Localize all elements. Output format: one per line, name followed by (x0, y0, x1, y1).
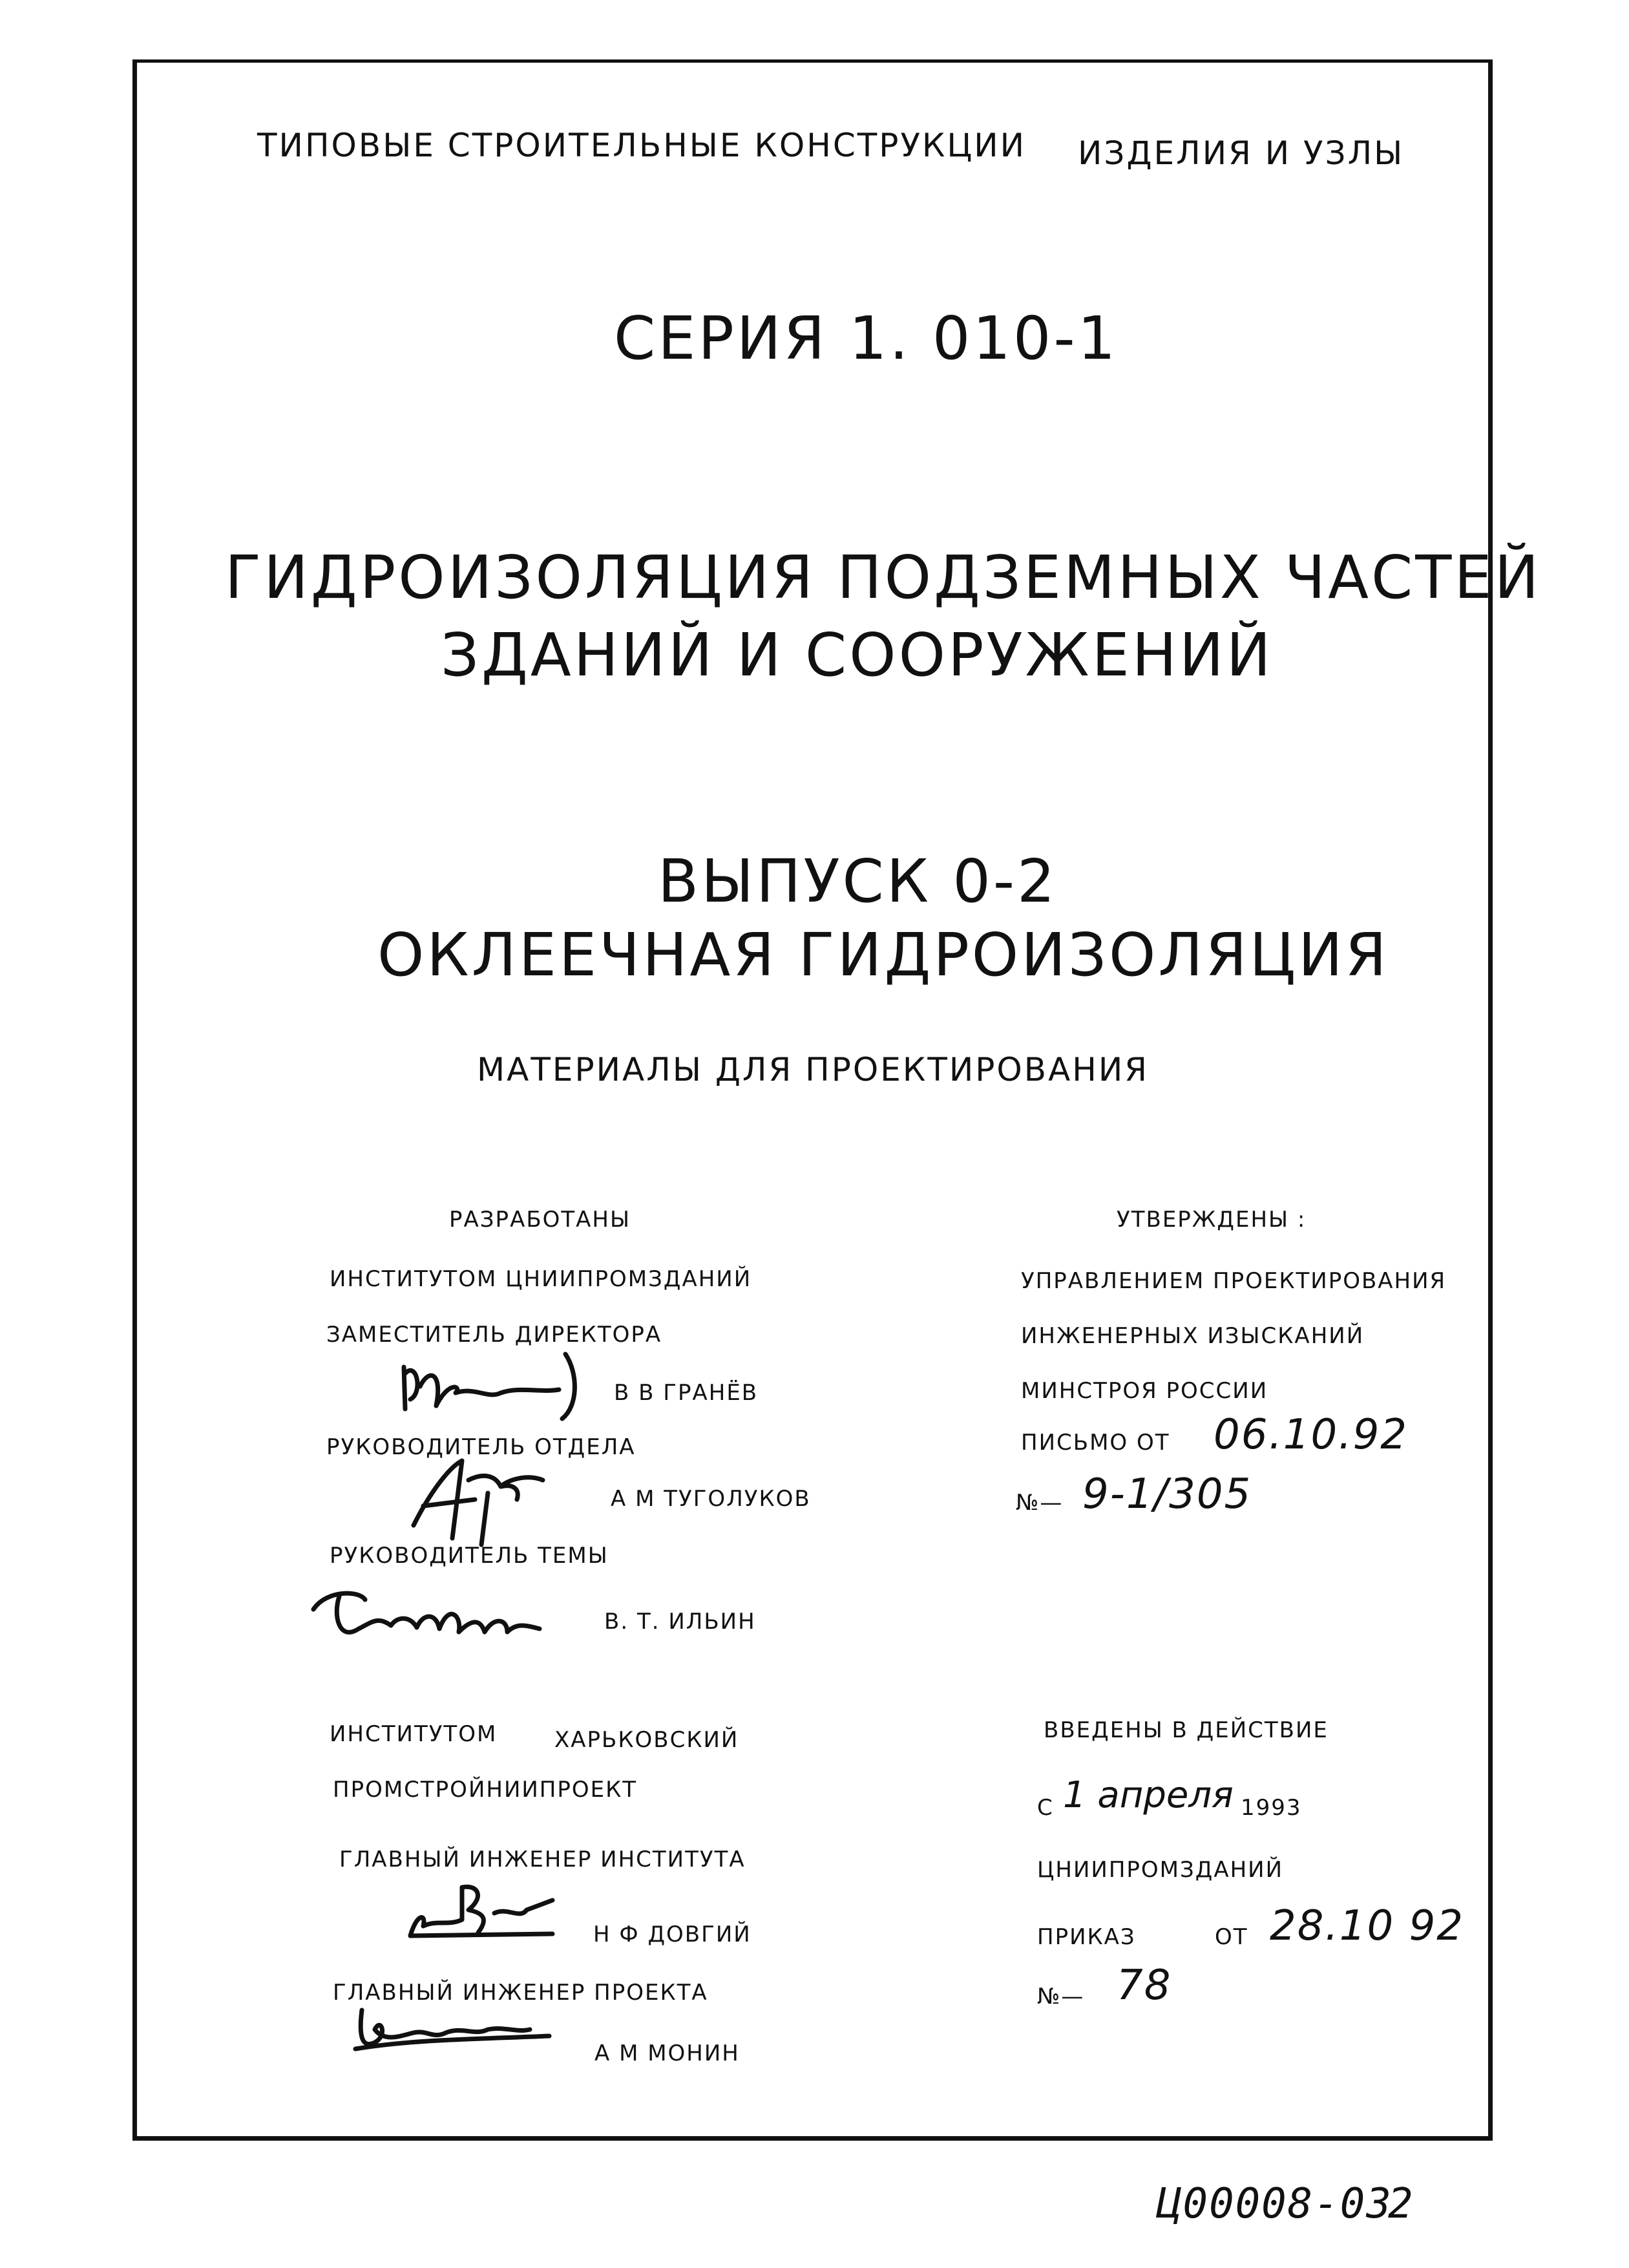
approved-line1: УПРАВЛЕНИЕМ ПРОЕКТИРОВАНИЯ (1021, 1268, 1447, 1294)
institute2-label: ИНСТИТУТОМ (330, 1721, 498, 1747)
approved-line3: МИНСТРОЯ РОССИИ (1021, 1378, 1268, 1404)
deputy-director-title: ЗАМЕСТИТЕЛЬ ДИРЕКТОРА (326, 1322, 662, 1348)
institute2-name-a: ХАРЬКОВСКИЙ (554, 1727, 739, 1753)
chief-engineer-institute-title: ГЛАВНЫЙ ИНЖЕНЕР ИНСТИТУТА (339, 1847, 746, 1872)
issue-number: ВЫПУСК 0-2 (658, 847, 1058, 916)
issue-title: ОКЛЕЕЧНАЯ ГИДРОИЗОЛЯЦИЯ (377, 920, 1389, 990)
main-title-line2: ЗДАНИЙ И СООРУЖЕНИЙ (441, 620, 1274, 690)
dept-head-name: А М ТУГОЛУКОВ (611, 1486, 811, 1512)
enacted-number-label: №— (1037, 1984, 1085, 2009)
approved-letter-date: 06.10.92 (1214, 1411, 1408, 1459)
signature-granev (391, 1348, 585, 1425)
footer-page-number: 2 (1388, 2180, 1414, 2228)
signature-monin (349, 1997, 556, 2062)
signature-dovgiy (397, 1874, 559, 1945)
approved-heading: УТВЕРЖДЕНЫ : (1117, 1207, 1307, 1233)
issue-subtitle: МАТЕРИАЛЫ ДЛЯ ПРОЕКТИРОВАНИЯ (477, 1051, 1150, 1088)
enacted-year: 1993 (1241, 1795, 1302, 1821)
enacted-org: ЦНИИПРОМЗДАНИЙ (1037, 1857, 1284, 1883)
institute2-name-b: ПРОМСТРОЙНИИПРОЕКТ (333, 1777, 638, 1803)
developed-institute1: ИНСТИТУТОМ ЦНИИПРОМЗДАНИЙ (330, 1266, 752, 1292)
series-number: СЕРИЯ 1. 010-1 (614, 304, 1119, 373)
main-title-line1: ГИДРОИЗОЛЯЦИЯ ПОДЗЕМНЫХ ЧАСТЕЙ (225, 543, 1542, 612)
enacted-order-label: ПРИКАЗ (1037, 1924, 1136, 1950)
header-title-left: ТИПОВЫЕ СТРОИТЕЛЬНЫЕ КОНСТРУКЦИИ (257, 127, 1027, 164)
approved-number-value: 9-1/305 (1082, 1470, 1252, 1518)
enacted-from-prefix: С (1037, 1795, 1054, 1821)
chief-engineer-institute-name: Н Ф ДОВГИЙ (593, 1922, 751, 1947)
deputy-director-name: В В ГРАНЁВ (614, 1380, 759, 1406)
signature-tugolukov (404, 1454, 552, 1551)
developed-heading: РАЗРАБОТАНЫ (449, 1207, 631, 1233)
approved-line2: ИНЖЕНЕРНЫХ ИЗЫСКАНИЙ (1021, 1323, 1365, 1349)
signature-ilin (300, 1577, 552, 1655)
chief-engineer-project-title: ГЛАВНЫЙ ИНЖЕНЕР ПРОЕКТА (333, 1980, 708, 2006)
footer-document-code: Ц00008-03 (1157, 2180, 1393, 2228)
enacted-order-date: 28.10 92 (1270, 1902, 1464, 1950)
header-title-right: ИЗДЕЛИЯ И УЗЛЫ (1078, 134, 1405, 172)
enacted-number-value: 78 (1117, 1962, 1172, 2009)
approved-number-label: №— (1016, 1490, 1064, 1516)
topic-head-name: В. Т. ИЛЬИН (604, 1609, 756, 1635)
enacted-from-date: 1 апреля (1063, 1774, 1234, 1816)
dept-head-title: РУКОВОДИТЕЛЬ ОТДЕЛА (326, 1434, 636, 1460)
enacted-heading: ВВЕДЕНЫ В ДЕЙСТВИЕ (1044, 1717, 1329, 1743)
chief-engineer-project-name: А М МОНИН (594, 2040, 740, 2066)
approved-letter-label: ПИСЬМО ОТ (1021, 1430, 1170, 1456)
topic-head-title: РУКОВОДИТЕЛЬ ТЕМЫ (330, 1543, 609, 1569)
enacted-order-from: ОТ (1215, 1924, 1248, 1950)
